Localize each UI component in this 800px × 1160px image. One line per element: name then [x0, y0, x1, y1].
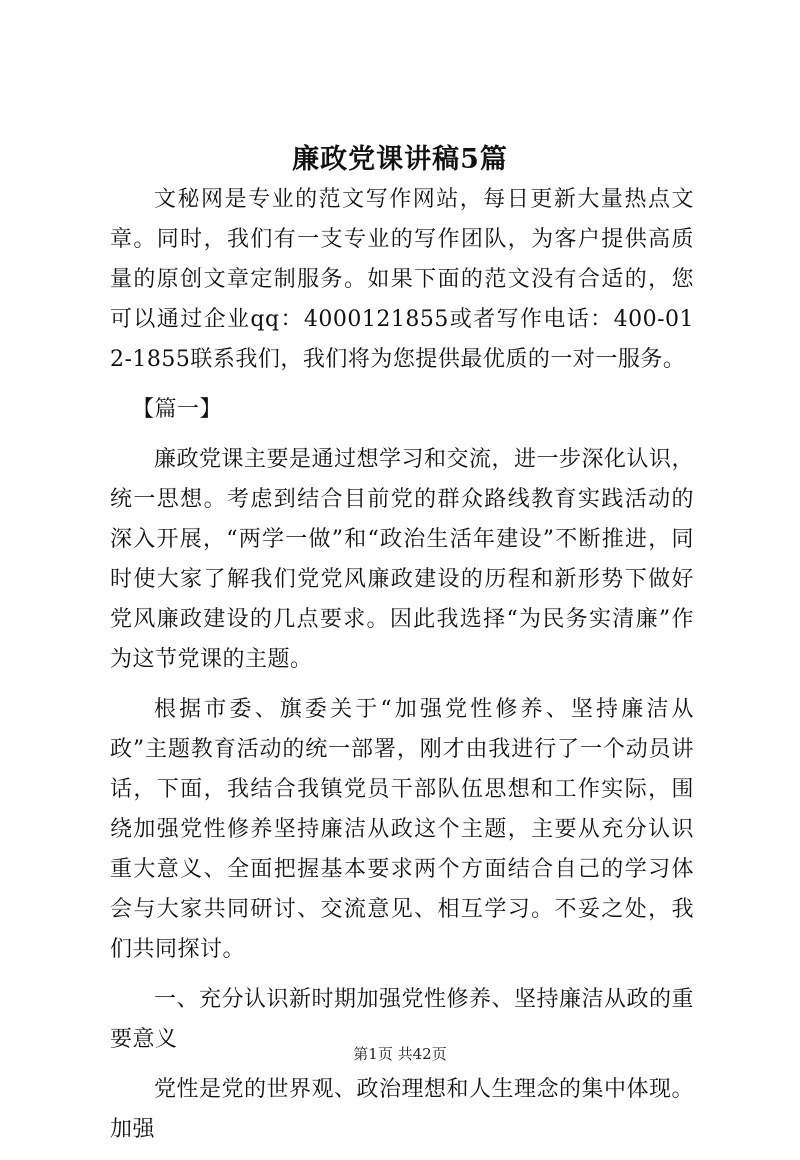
section-heading: 【篇一】 — [132, 397, 223, 422]
document-title: 廉政党课讲稿5篇 — [292, 144, 508, 175]
intro-paragraph: 文秘网是专业的范文写作网站，每日更新大量热点文章。同时，我们有一支专业的写作团队，为客户提供高质量的原创文章定制服务。如果下面的范文没有合适的，您可以通过企业qq：4000121855或者写作电话：400-012-1855联系我们，我们将为您提供最优质的一对一服务。 — [110, 187, 694, 372]
body-paragraph: 廉政党课主要是通过想学习和交流，进一步深化认识，统一思想。考虑到结合目前党的群众路线教育实践活动的深入开展，“两学一做”和“政治生活年建设”不断推进，同时使大家了解我们党党风廉政建设的历程和新形势下做好党风廉政建设的几点要求。因此我选择“为民务实清廉”作为这节党课的主题。 — [110, 447, 695, 672]
page-footer: 第1页 共42页 — [353, 1045, 447, 1063]
subsection-heading: 一、充分认识新时期加强党性修养、坚持廉洁从政的重要意义 — [110, 987, 695, 1052]
body-paragraph: 党性是党的世界观、政治理想和人生理念的集中体现。加强 — [110, 1077, 695, 1142]
document-body — [110, 180, 694, 1160]
body-paragraph: 根据市委、旗委关于“加强党性修养、坚持廉洁从政”主题教育活动的统一部署，刚才由我进行了一个动员讲话，下面，我结合我镇党员干部队伍思想和工作实际，围绕加强党性修养坚持廉洁从政这个主题，主要从充分认识重大意义、全面把握基本要求两个方面结合自己的学习体会与大家共同研讨、交流意见、相互学习。不妥之处，我们共同探讨。 — [110, 697, 694, 962]
